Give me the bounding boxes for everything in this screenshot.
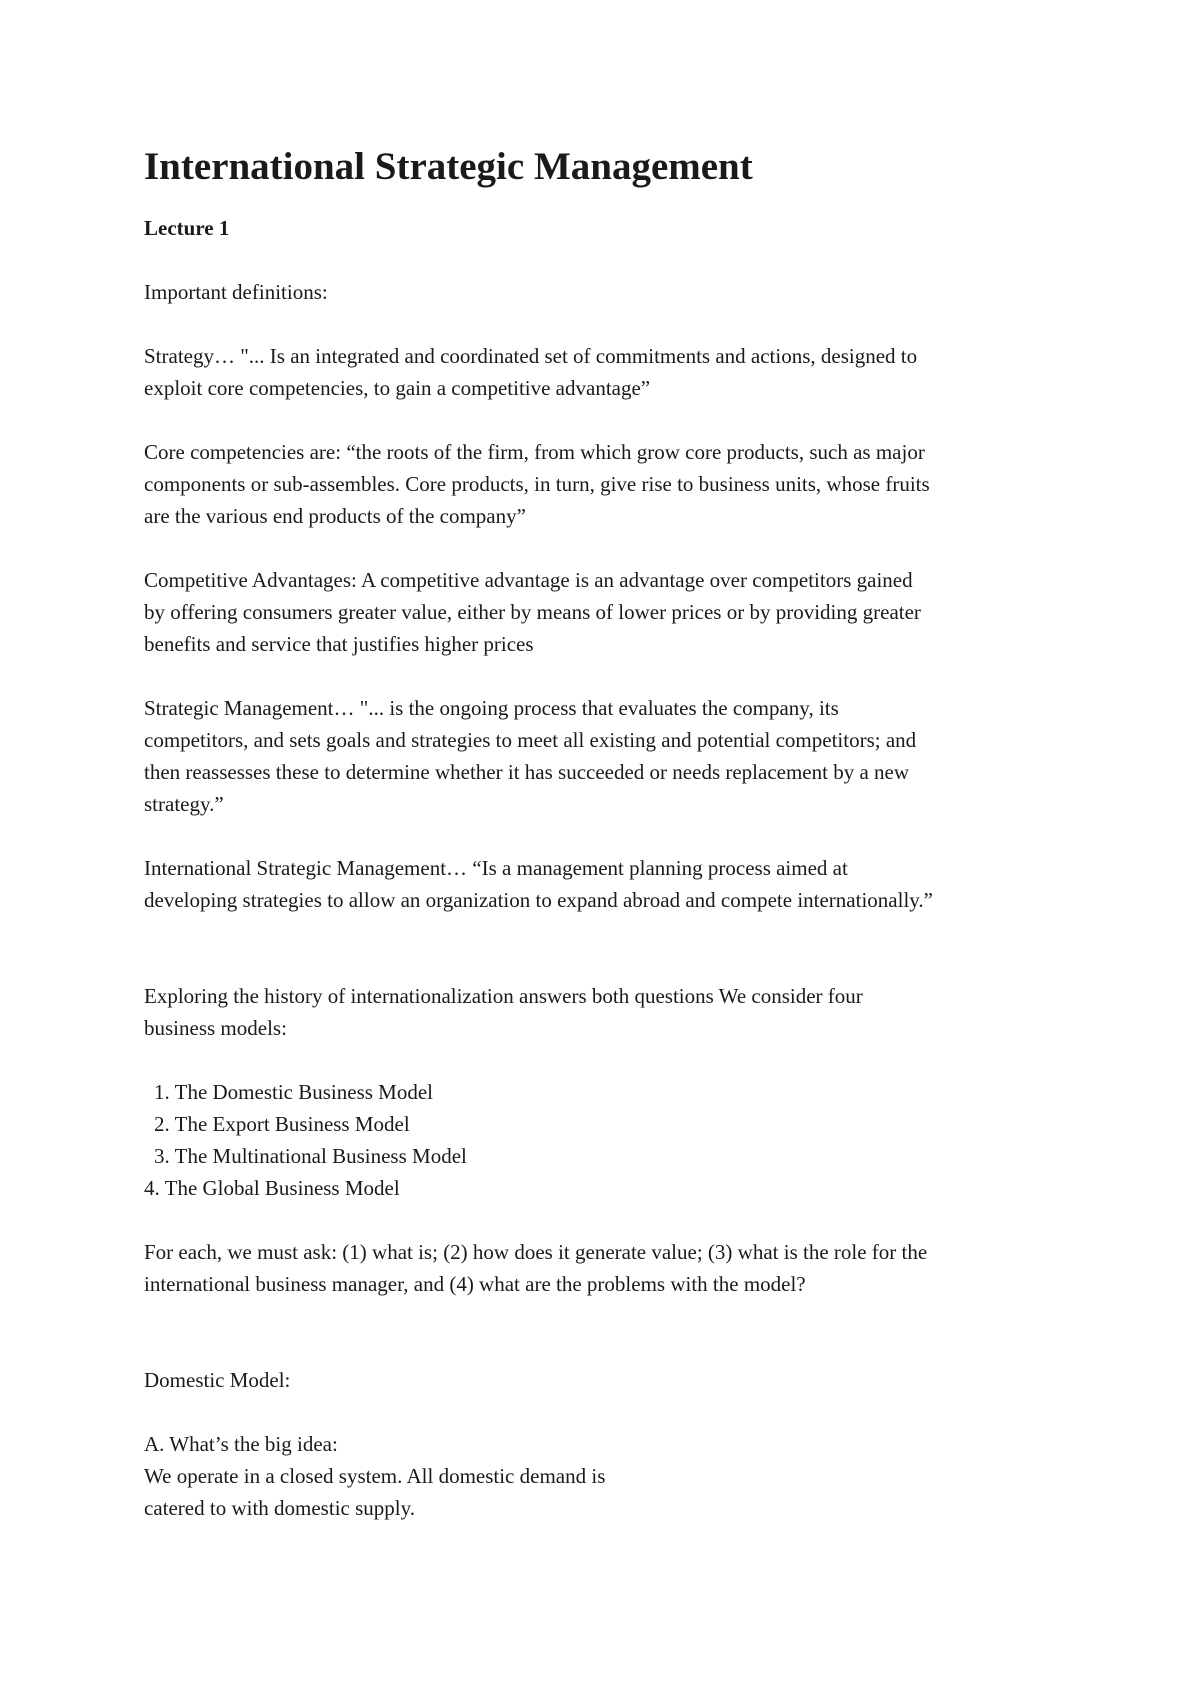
paragraph-line: international business manager, and (4) what are the problems with the model? xyxy=(144,1272,806,1296)
list-item: 1. The Domestic Business Model xyxy=(154,1080,434,1104)
list-item: 2. The Export Business Model xyxy=(154,1112,410,1136)
paragraph-line: International Strategic Management… “Is a management planning process aimed at xyxy=(144,856,848,880)
competitive-advantage-definition xyxy=(144,564,1074,660)
paragraph-line: business models: xyxy=(144,1016,287,1040)
paragraph-line: competitors, and sets goals and strategies to meet all existing and potential competitors; and xyxy=(144,728,917,752)
questions-paragraph xyxy=(144,1236,1074,1300)
paragraph-line: components or sub-assembles. Core products, in turn, give rise to business units, whose fruits xyxy=(144,472,930,496)
document-page xyxy=(144,138,1074,1524)
paragraph-line: Strategy… "... Is an integrated and coordinated set of commitments and actions, designed to xyxy=(144,344,918,368)
strategic-management-definition xyxy=(144,692,1074,820)
business-models-list xyxy=(144,1076,1074,1204)
history-paragraph xyxy=(144,980,1074,1044)
paragraph-line: catered to with domestic supply. xyxy=(144,1496,415,1520)
paragraph-line: by offering consumers greater value, either by means of lower prices or by providing greater xyxy=(144,600,921,624)
domestic-model-heading: Domestic Model: xyxy=(144,1368,291,1392)
document-title: International Strategic Management xyxy=(144,145,753,188)
paragraph-line: Competitive Advantages: A competitive advantage is an advantage over competitors gained xyxy=(144,568,913,592)
paragraph-line: For each, we must ask: (1) what is; (2) how does it generate value; (3) what is the role for the xyxy=(144,1240,928,1264)
paragraph-line: Strategic Management… "... is the ongoing process that evaluates the company, its xyxy=(144,696,839,720)
international-strategic-management-definition xyxy=(144,852,1074,916)
paragraph-line: We operate in a closed system. All domestic demand is xyxy=(144,1464,606,1488)
strategy-definition xyxy=(144,340,1074,404)
paragraph-line: then reassesses these to determine whether it has succeeded or needs replacement by a new xyxy=(144,760,910,784)
paragraph-line: strategy.” xyxy=(144,792,224,816)
core-competencies-definition xyxy=(144,436,1074,532)
list-item: 3. The Multinational Business Model xyxy=(154,1144,467,1168)
paragraph-line: benefits and service that justifies higher prices xyxy=(144,632,534,656)
paragraph-line: are the various end products of the company” xyxy=(144,504,526,528)
paragraph-line: developing strategies to allow an organization to expand abroad and compete internationally.” xyxy=(144,888,933,912)
paragraph-line: Core competencies are: “the roots of the firm, from which grow core products, such as major xyxy=(144,440,925,464)
paragraph-line: Exploring the history of internationalization answers both questions We consider four xyxy=(144,984,863,1008)
lecture-heading: Lecture 1 xyxy=(144,216,230,240)
list-item: 4. The Global Business Model xyxy=(144,1176,400,1200)
big-idea-section xyxy=(144,1428,1074,1524)
paragraph-line: exploit core competencies, to gain a competitive advantage” xyxy=(144,376,651,400)
definitions-heading: Important definitions: xyxy=(144,280,328,304)
big-idea-heading: A. What’s the big idea: xyxy=(144,1432,338,1456)
